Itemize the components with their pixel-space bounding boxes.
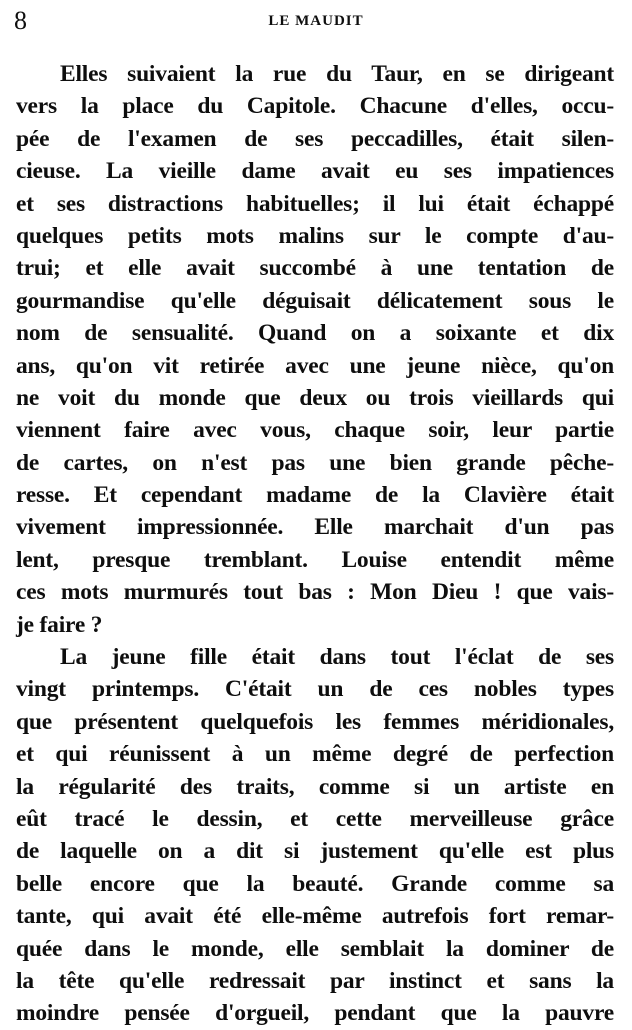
text-line: vivement impressionnée. Elle marchait d'un pas [16,514,614,541]
text-line: moindre pensée d'orgueil, pendant que la pauvre [16,1000,614,1027]
text-line: nom de sensualité. Quand on a soixante et dix [16,320,614,347]
text-line: eût tracé le dessin, et cette merveilleuse grâce [16,805,614,832]
paragraph-2 [16,641,614,1030]
text-line: que présentent quelquefois les femmes méridionales, [16,708,614,735]
text-line: gourmandise qu'elle déguisait délicatement sous le [16,287,614,314]
running-title: LE MAUDIT [268,13,364,29]
text-line: resse. Et cependant madame de la Clavière était [16,482,614,509]
text-line: de cartes, on n'est pas une bien grande pêche- [16,449,614,476]
text-line: ne voit du monde que deux ou trois vieillards qui [16,384,614,411]
text-line: la tête qu'elle redressait par instinct et sans la [16,967,614,994]
paragraph-1 [16,58,614,641]
text-line: vingt printemps. C'était un de ces nobles types [16,676,614,703]
text-line: pée de l'examen de ses peccadilles, était silen- [16,125,614,152]
body-text [16,58,614,1030]
text-line: cieuse. La vieille dame avait eu ses impatiences [16,158,614,185]
text-line: belle encore que la beauté. Grande comme sa [16,870,614,897]
text-line: La jeune fille était dans tout l'éclat de ses [60,644,614,671]
text-line: je faire ? [16,611,103,638]
text-line: quelques petits mots malins sur le compte d'au- [16,222,614,249]
text-line: et ses distractions habituelles; il lui était échappé [16,190,614,217]
text-line: lent, presque tremblant. Louise entendit même [16,546,614,573]
text-line: vers la place du Capitole. Chacune d'elles, occu- [16,93,614,120]
text-line: trui; et elle avait succombé à une tentation de [16,255,614,282]
text-line: ces mots murmurés tout bas : Mon Dieu ! que vais- [16,579,614,606]
text-line: tante, qui avait été elle-même autrefois fort remar- [16,903,614,930]
text-line: viennent faire avec vous, chaque soir, leur partie [16,417,614,444]
text-line: Elles suivaient la rue du Taur, en se dirigeant [60,61,614,87]
page-number: 8 [14,6,27,35]
text-line: quée dans le monde, elle semblait la dominer de [16,935,614,962]
text-line: la régularité des traits, comme si un artiste en [16,773,614,800]
text-line: ans, qu'on vit retirée avec une jeune nièce, qu'on [16,352,614,379]
text-line: et qui réunissent à un même degré de perfection [16,741,614,768]
text-line: de laquelle on a dit si justement qu'elle est plus [16,838,614,865]
page-header [0,6,632,36]
